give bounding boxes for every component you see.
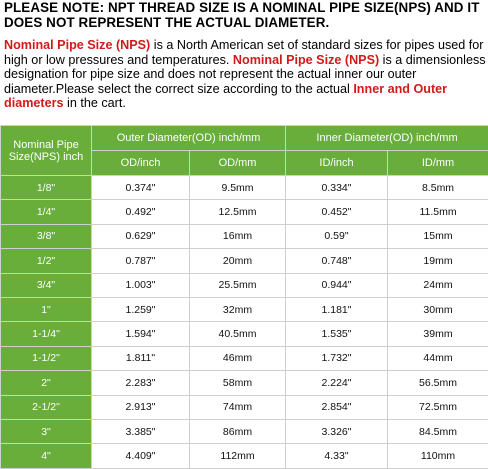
nps-cell: 1/2": [1, 249, 92, 273]
id-inch-cell: 2.854": [286, 395, 388, 419]
table-row: [1, 200, 488, 224]
nps-cell: 3": [1, 419, 92, 443]
table-row: [1, 273, 488, 297]
id-mm-cell: 39mm: [388, 322, 488, 346]
od-inch-cell: 2.283": [92, 371, 190, 395]
od-mm-cell: 40.5mm: [190, 322, 286, 346]
id-inch-cell: 0.944": [286, 273, 388, 297]
nps-cell: 3/4": [1, 273, 92, 297]
od-mm-cell: 9.5mm: [190, 176, 286, 200]
od-inch-cell: 4.409": [92, 444, 190, 468]
id-mm-cell: 8.5mm: [388, 176, 488, 200]
od-mm-cell: 86mm: [190, 419, 286, 443]
id-mm-cell: 30mm: [388, 297, 488, 321]
od-inch-cell: 0.787": [92, 249, 190, 273]
id-mm-cell: 19mm: [388, 249, 488, 273]
size-notice: PLEASE NOTE: NPT THREAD SIZE IS A NOMINAL PIPE SIZE(NPS) AND IT DOES NOT REPRESENT THE ACTUAL DIAMETER.: [4, 0, 486, 30]
nps-cell: 1-1/4": [1, 322, 92, 346]
inner-diameter-header: Inner Diameter(OD) inch/mm: [286, 126, 488, 151]
id-mm-cell: 84.5mm: [388, 419, 488, 443]
id-mm-cell: 72.5mm: [388, 395, 488, 419]
nps-cell: 1-1/2": [1, 346, 92, 370]
id-inch-cell: 0.334": [286, 176, 388, 200]
description-text: is a dimensionless designation for pipe size and does not represent the actual inner our outer diameter.Please select the correct size according to the actual: [4, 53, 486, 96]
od-mm-cell: 112mm: [190, 444, 286, 468]
description-text: is a North American set of standard sizes for pipes used for high or low pressures and temperatures.: [4, 38, 483, 67]
table-row: [1, 371, 488, 395]
id-inch-cell: 1.181": [286, 297, 388, 321]
nps-cell: 2": [1, 371, 92, 395]
od-mm-cell: 74mm: [190, 395, 286, 419]
table-row: [1, 346, 488, 370]
od-inch-cell: 1.003": [92, 273, 190, 297]
nps-cell: 3/8": [1, 224, 92, 248]
pipe-size-table: [0, 125, 488, 469]
id-inch-cell: 3.326": [286, 419, 388, 443]
id-mm-cell: 15mm: [388, 224, 488, 248]
id-mm-cell: 44mm: [388, 346, 488, 370]
nps-column-header: Nominal Pipe Size(NPS) inch: [1, 126, 92, 176]
table-row: [1, 249, 488, 273]
nps-cell: 2-1/2": [1, 395, 92, 419]
nps-term: Nominal Pipe Size (NPS): [233, 53, 379, 67]
outer-diameter-header: Outer Diameter(OD) inch/mm: [92, 126, 286, 151]
od-inch-cell: 1.594": [92, 322, 190, 346]
id-inch-cell: 1.732": [286, 346, 388, 370]
id-mm-cell: 11.5mm: [388, 200, 488, 224]
table-row: [1, 395, 488, 419]
od-inch-cell: 0.492": [92, 200, 190, 224]
id-inch-cell: 0.748": [286, 249, 388, 273]
od-mm-cell: 46mm: [190, 346, 286, 370]
nps-cell: 4": [1, 444, 92, 468]
nps-cell: 1/4": [1, 200, 92, 224]
od-mm-cell: 16mm: [190, 224, 286, 248]
od-mm-cell: 58mm: [190, 371, 286, 395]
nps-cell: 1": [1, 297, 92, 321]
id-inch-cell: 0.59": [286, 224, 388, 248]
table-row: [1, 322, 488, 346]
id-mm-cell: 110mm: [388, 444, 488, 468]
od-mm-cell: 12.5mm: [190, 200, 286, 224]
id-inch-cell: 1.535": [286, 322, 388, 346]
nps-description: [4, 38, 486, 111]
nps-term: Nominal Pipe Size (NPS): [4, 38, 150, 52]
od-inch-cell: 1.259": [92, 297, 190, 321]
id-inch-cell: 4.33": [286, 444, 388, 468]
nps-cell: 1/8": [1, 176, 92, 200]
od-mm-cell: 20mm: [190, 249, 286, 273]
id-mm-cell: 56.5mm: [388, 371, 488, 395]
diameters-term: Inner and Outer diameters: [4, 82, 447, 111]
od-inch-cell: 0.629": [92, 224, 190, 248]
table-header-row: [1, 126, 488, 151]
od-inch-cell: 1.811": [92, 346, 190, 370]
od-mm-cell: 25.5mm: [190, 273, 286, 297]
id-inch-cell: 2.224": [286, 371, 388, 395]
id-mm-header: ID/mm: [388, 151, 488, 176]
od-inch-cell: 3.385": [92, 419, 190, 443]
id-inch-cell: 0.452": [286, 200, 388, 224]
od-inch-cell: 0.374": [92, 176, 190, 200]
table-row: [1, 176, 488, 200]
id-mm-cell: 24mm: [388, 273, 488, 297]
table-row: [1, 444, 488, 468]
table-row: [1, 224, 488, 248]
table-row: [1, 419, 488, 443]
description-text: in the cart.: [64, 96, 126, 110]
table-row: [1, 297, 488, 321]
od-inch-header: OD/inch: [92, 151, 190, 176]
id-inch-header: ID/inch: [286, 151, 388, 176]
od-inch-cell: 2.913": [92, 395, 190, 419]
od-mm-header: OD/mm: [190, 151, 286, 176]
od-mm-cell: 32mm: [190, 297, 286, 321]
